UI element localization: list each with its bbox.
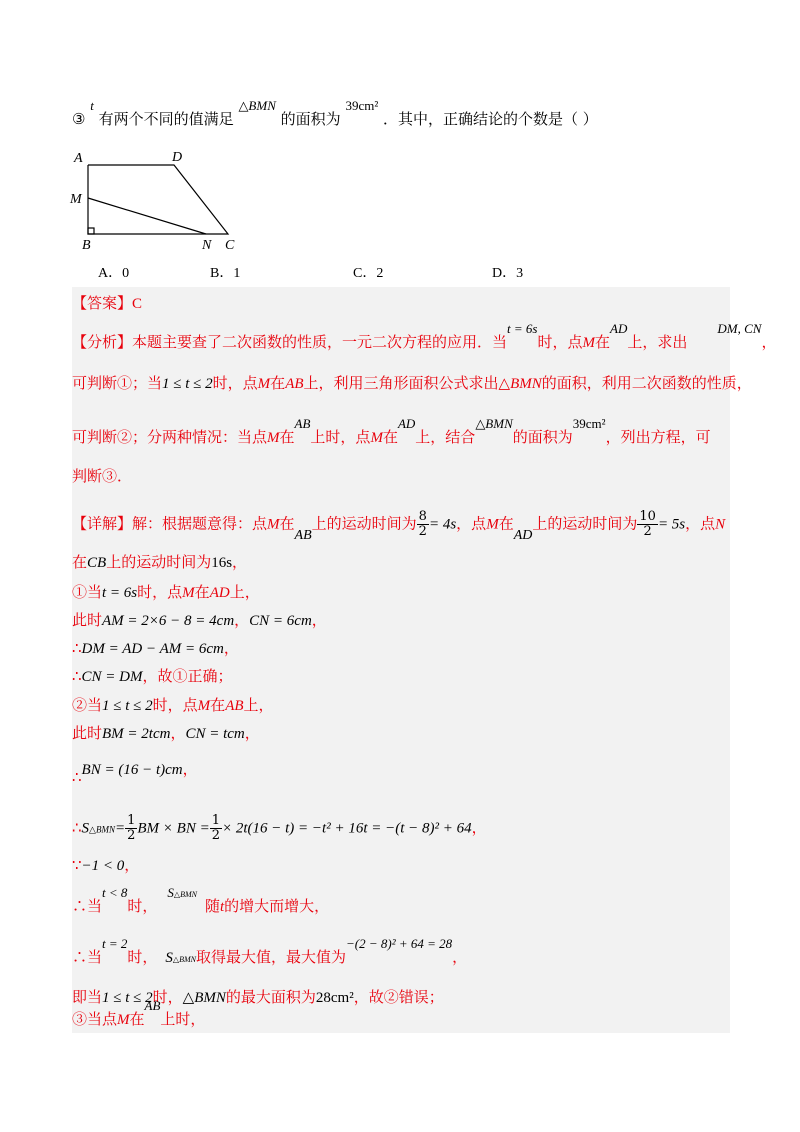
detail-line-3: ①当t = 6s时，点M在AD上， (72, 583, 260, 601)
detail-line-11: ∵−1 < 0， (72, 856, 140, 874)
trapezoid-outline (88, 165, 228, 234)
segment-mn (88, 198, 206, 234)
detail-line-4: 此时AM = 2×6 − 8 = 4cm，CN = 6cm， (72, 611, 327, 629)
detail-line-5: ∴DM = AD − AM = 6cm， (72, 639, 239, 657)
fraction-1-2-b: $\frac{1}{2}$ (211, 813, 220, 843)
detail-line-2: 在CB上的运动时间为16s， (72, 553, 248, 571)
fraction-10-2: $\frac{10}{2}$ (639, 509, 656, 539)
triangle-bmn: △BMN (238, 98, 276, 113)
fraction-1-2-a: $\frac{1}{2}$ (127, 813, 136, 843)
analysis-line-3: 可判断②；分两种情况：当点M在AB上时，点M在AD上，结合△BMN的面积为39cm²，列出方程，可 (72, 416, 711, 446)
detail-line-6: ∴CN = DM，故①正确； (72, 667, 233, 685)
detail-line-15: ③当点M在AB上时， (72, 998, 206, 1028)
trapezoid-figure (68, 148, 258, 253)
label-m: M (70, 192, 82, 207)
option-b[interactable]: B．1 (210, 266, 241, 281)
answer-line: 【答案】C (72, 294, 143, 312)
option-a[interactable]: A．0 (98, 266, 130, 281)
detail-line-1: 【详解】解：根据题意得：点M在AB上的运动时间为 $\frac{8}{2}$ = 4s，点M在AD上的运动时间为 $\frac{10}{2}$ = 5s，点N (72, 509, 726, 543)
analysis-line-2: 可判断①；当1 ≤ t ≤ 2时，点M在AB上，利用三角形面积公式求出△BMN的面积，利用二次函数的性质， (72, 374, 752, 392)
label-d: D (172, 150, 183, 165)
area-value: 39cm² (345, 98, 379, 113)
right-angle-mark (88, 228, 94, 234)
option-d[interactable]: D．3 (492, 266, 524, 281)
solution-panel (72, 287, 730, 1033)
variable-t: t (90, 98, 94, 113)
detail-line-7: ②当1 ≤ t ≤ 2时，点M在AB上， (72, 696, 274, 714)
option-c[interactable]: C．2 (353, 266, 384, 281)
label-c: C (225, 238, 235, 253)
question-line: ③ t 有两个不同的值满足 △BMN 的面积为 39cm² ．其中，正确结论的个数是（ ） (72, 98, 598, 128)
answer-value: C (132, 296, 143, 312)
detail-line-13: ∴当t = 2时， S△BMN取得最大值，最大值为−(2 − 8)² + 64 = 28， (72, 936, 468, 966)
detail-line-10: ∴S△BMN= $\frac{1}{2}$ BM × BN = $\frac{1}{2}$ × 2t(16 − t) = −t² + 16t = −(t − 8)² + 64， (72, 813, 487, 843)
question-number: ③ (72, 110, 86, 128)
label-a: A (74, 151, 83, 166)
label-n: N (202, 238, 212, 253)
label-b: B (82, 238, 91, 253)
detail-line-14: 即当1 ≤ t ≤ 2时，△BMN的最大面积为28cm²，故②错误； (72, 988, 444, 1006)
detail-line-12: ∴当t < 8时，S△BMN随t的增大而增大， (72, 885, 330, 915)
analysis-line-4: 判断③． (72, 467, 133, 485)
fraction-8-2: $\frac{8}{2}$ (418, 509, 427, 539)
detail-line-9: ∴BN = (16 − t)cm， (72, 760, 198, 786)
detail-line-8: 此时BM = 2tcm，CN = tcm， (72, 724, 260, 742)
analysis-line-1: 【分析】本题主要查了二次函数的性质，一元二次方程的应用．当t = 6s时，点M在AD上，求出DM, CN， (72, 321, 777, 351)
